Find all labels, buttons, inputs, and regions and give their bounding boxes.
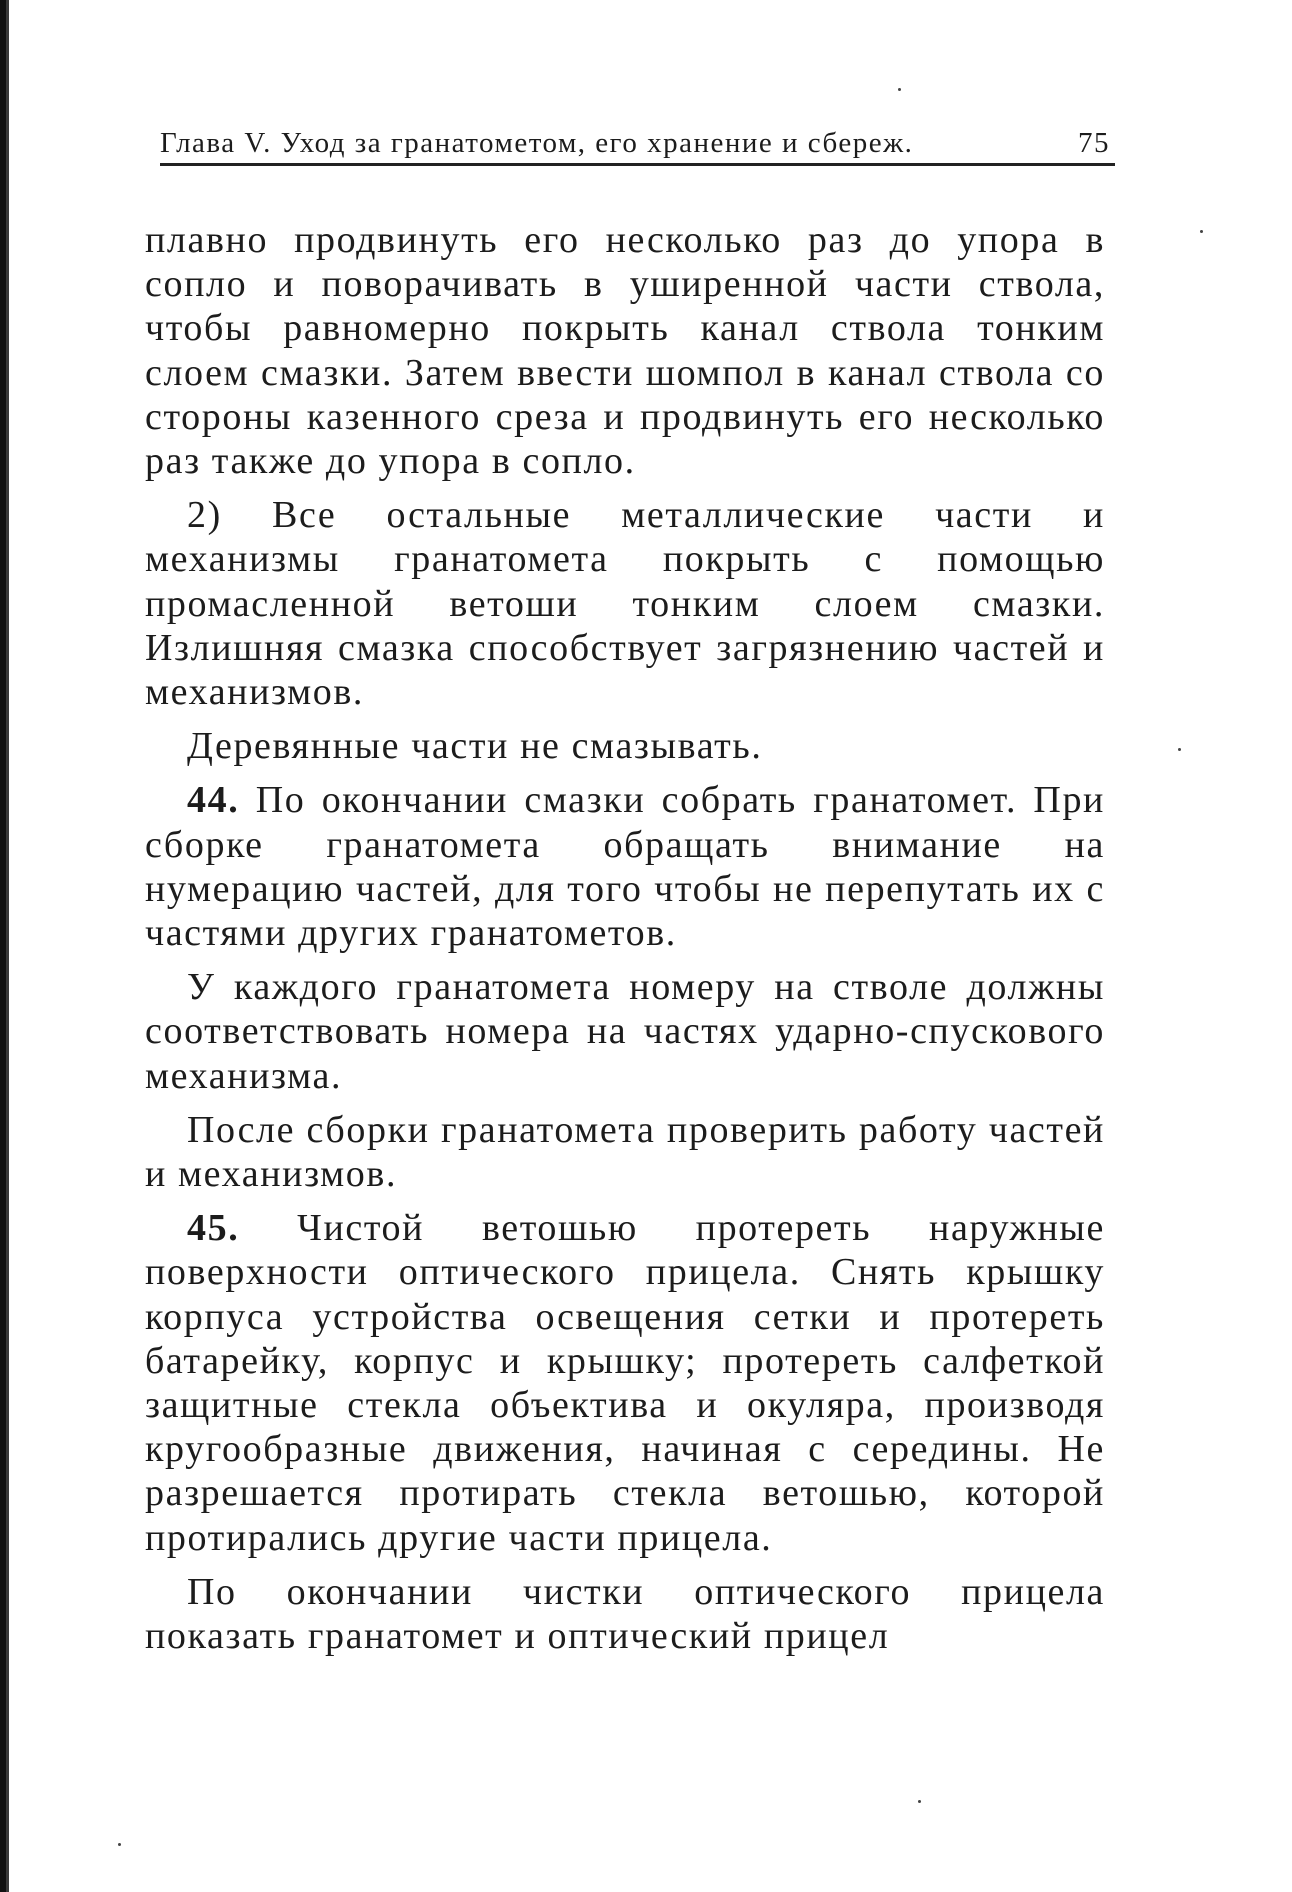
paragraph-final — [145, 1570, 1105, 1658]
paragraph-text: 2) Все остальные металлические части и механизмы гранатомета покрыть с помощью промасленной ветоши тонким слоем смазки. Излишняя смазка способствует загрязнению частей и механизмов. — [145, 494, 1105, 714]
paragraph-wooden-parts — [145, 724, 1105, 768]
paper-speck — [1200, 230, 1203, 233]
chapter-title: Глава V. Уход за гранатометом, его хранение и сбереж. — [160, 127, 914, 159]
paragraph-metal-parts — [145, 493, 1105, 714]
paragraph-number: 45. — [187, 1207, 240, 1250]
paragraph-check — [145, 1108, 1105, 1196]
paragraph-text: Деревянные части не смазывать. — [187, 725, 763, 768]
paragraph-text: Чистой ветошью протереть наружные поверхности оптического прицела. Снять крышку корпуса устройства освещения сетки и протереть батарейку, корпус и крышку; протереть салфеткой защитные стекла объектива и окуляра, производя кругообразные движения, начиная с середины. Не разрешается протирать стекла ветошью, которой протирались другие части прицела. — [145, 1207, 1105, 1559]
paragraph-45 — [145, 1206, 1105, 1560]
paragraph-numbering — [145, 965, 1105, 1098]
page-binding-edge — [0, 0, 12, 1892]
paragraph-44 — [145, 778, 1105, 955]
running-header — [160, 110, 1110, 160]
paragraph-continuation — [145, 218, 1105, 483]
paragraph-text: После сборки гранатомета проверить работу частей и механизмов. — [145, 1108, 1105, 1196]
page-body — [145, 218, 1105, 1668]
paragraph-text: плавно продвинуть его несколько раз до упора в сопло и поворачивать в уширенной части ствола, чтобы равномерно покрыть канал ствола тонким слоем смазки. Затем ввести шомпол в канал ствола со стороны казенного среза и продвинуть его несколько раз также до упора в сопло. — [145, 219, 1105, 483]
paragraph-text: По окончании смазки собрать гранатомет. При сборке гранатомета обращать внимание на нумерацию частей, для того чтобы не перепутать их с частями других гранатометов. — [145, 779, 1105, 955]
header-rule — [160, 163, 1115, 166]
paragraph-text: По окончании чистки оптического прицела показать гранатомет и оптический прицел — [145, 1570, 1105, 1658]
paper-speck — [898, 88, 901, 91]
paragraph-text: У каждого гранатомета номеру на стволе должны соответствовать номера на частях ударно-спускового механизма. — [145, 966, 1105, 1097]
paper-speck — [118, 1843, 121, 1846]
paper-speck — [918, 1800, 921, 1803]
page-number: 75 — [1078, 127, 1110, 159]
paragraph-number: 44. — [187, 779, 240, 822]
paper-speck — [1178, 748, 1181, 751]
